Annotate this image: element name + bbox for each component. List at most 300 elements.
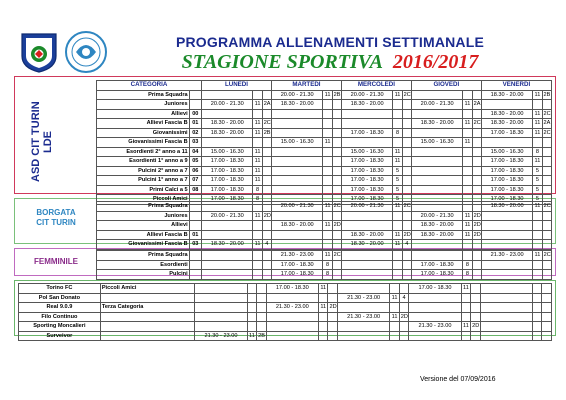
players-cell: 11 xyxy=(254,212,261,219)
field-cell xyxy=(542,240,551,250)
players-cell: 11 xyxy=(394,231,401,238)
players-cell xyxy=(253,90,262,100)
time-cell xyxy=(266,293,318,303)
players-cell xyxy=(533,312,542,322)
players-cell: 5 xyxy=(533,166,542,176)
time-cell xyxy=(480,331,532,341)
players-cell xyxy=(253,202,262,212)
time-cell: 17.00 - 18.30 xyxy=(341,166,392,176)
time-cell xyxy=(481,260,532,270)
time-cell: 15.00 - 16.30 xyxy=(271,138,322,148)
time-cell xyxy=(195,322,247,332)
time-cell xyxy=(201,251,252,261)
time-cell xyxy=(337,322,389,332)
field-cell xyxy=(328,322,337,332)
field-cell xyxy=(332,128,341,138)
category-cell xyxy=(100,293,194,303)
time-cell xyxy=(411,166,462,176)
category-number: 00 xyxy=(189,109,201,119)
time-cell: 18.30 - 20.00 xyxy=(481,202,532,212)
field-cell xyxy=(332,109,341,119)
category-cell xyxy=(100,322,194,332)
table-row xyxy=(97,202,552,212)
time-cell: 21.30 - 23.00 xyxy=(271,251,322,261)
field-cell: 2D xyxy=(263,212,271,219)
players-cell: 11 xyxy=(391,294,398,301)
season-title xyxy=(130,51,530,74)
category-cell: Esordienti xyxy=(97,260,190,270)
time-cell xyxy=(481,221,532,231)
time-cell: 20.00 - 21.30 xyxy=(341,202,392,212)
schedule-table-femminile xyxy=(96,250,552,280)
players-cell: 5 xyxy=(393,195,402,205)
category-cell: Prima Squadra xyxy=(97,202,190,212)
time-cell xyxy=(271,109,322,119)
players-cell xyxy=(463,157,472,167)
field-cell xyxy=(257,322,266,332)
time-cell: 18.30 - 20.00 xyxy=(271,100,322,110)
time-cell: 17.00 - 18.30 xyxy=(481,185,532,195)
players-cell xyxy=(533,322,542,332)
time-cell xyxy=(201,221,252,231)
players-cell xyxy=(461,331,470,341)
section-label-borgata-line1: BORGATA xyxy=(36,208,76,217)
field-cell: 4 xyxy=(399,293,408,303)
field-cell xyxy=(399,331,408,341)
players-cell xyxy=(463,202,472,212)
players-cell: 8 xyxy=(393,128,402,138)
table-row xyxy=(97,109,552,119)
time-cell: 17.00 - 18.30 xyxy=(481,195,532,205)
players-cell: 8 xyxy=(253,195,262,205)
season-label: STAGIONE SPORTIVA xyxy=(181,51,382,73)
time-cell xyxy=(341,251,392,261)
category-number: 08 xyxy=(189,185,201,195)
category-number: 01 xyxy=(189,230,201,240)
time-cell: 17.00 - 18.30 xyxy=(341,185,392,195)
field-cell: 2B xyxy=(258,332,265,339)
field-cell: 2C xyxy=(403,203,411,210)
field-cell xyxy=(262,157,271,167)
players-cell: 11 xyxy=(320,285,327,292)
logo-asd-cit-turin xyxy=(18,30,60,74)
players-cell xyxy=(393,100,402,110)
time-cell: 18.30 - 20.00 xyxy=(201,128,252,138)
category-number: 02 xyxy=(189,128,201,138)
time-cell xyxy=(195,284,247,294)
players-cell xyxy=(533,331,542,341)
field-cell xyxy=(262,166,271,176)
players-cell xyxy=(247,303,256,313)
field-cell xyxy=(402,157,411,167)
players-cell: 5 xyxy=(533,195,542,205)
field-cell: 2D xyxy=(329,304,337,311)
category-cell: Esordienti 1° anno a 9 xyxy=(97,157,190,167)
time-cell: 21.30 - 23.00 xyxy=(481,251,532,261)
time-cell: 18.30 - 20.00 xyxy=(271,221,322,231)
players-cell xyxy=(463,166,472,176)
category-cell: Allievi xyxy=(97,221,190,231)
players-cell xyxy=(319,331,328,341)
players-cell xyxy=(390,331,399,341)
players-cell: 11 xyxy=(534,129,541,136)
time-cell: 17.00 - 18.30 xyxy=(201,176,252,186)
field-cell xyxy=(262,147,271,157)
players-cell: 11 xyxy=(394,203,401,210)
time-cell: 18.30 - 20.00 xyxy=(341,100,392,110)
players-cell: 11 xyxy=(391,313,398,320)
table-row xyxy=(97,211,552,221)
players-cell xyxy=(253,260,262,270)
time-cell: 21.30 - 23.00 xyxy=(266,303,318,313)
team-cell: Torino FC xyxy=(19,284,101,294)
field-cell xyxy=(542,185,551,195)
field-cell: 2C xyxy=(543,203,551,210)
field-cell: 2D xyxy=(473,222,481,229)
table-row xyxy=(19,293,552,303)
field-cell xyxy=(332,138,341,148)
time-cell: 15.00 - 16.30 xyxy=(481,147,532,157)
category-number: 03 xyxy=(189,240,201,250)
players-cell: 11 xyxy=(463,323,469,330)
time-cell xyxy=(480,303,532,313)
players-cell xyxy=(463,109,472,119)
field-cell xyxy=(472,251,481,261)
players-cell xyxy=(323,147,332,157)
field-cell xyxy=(262,176,271,186)
time-cell xyxy=(411,185,462,195)
time-cell xyxy=(481,230,532,240)
time-cell: 17.00 - 18.30 xyxy=(201,166,252,176)
players-cell: 11 xyxy=(254,120,261,127)
time-cell: 17.00 - 18.30 xyxy=(201,157,252,167)
field-cell xyxy=(471,331,480,341)
players-cell xyxy=(393,260,402,270)
players-cell: 5 xyxy=(533,176,542,186)
time-cell xyxy=(411,90,462,100)
players-cell: 5 xyxy=(393,176,402,186)
field-cell xyxy=(472,166,481,176)
players-cell: 11 xyxy=(464,222,471,229)
players-cell: 11 xyxy=(254,167,261,174)
players-cell: 11 xyxy=(534,158,541,165)
players-cell: 11 xyxy=(464,139,471,146)
players-cell xyxy=(323,185,332,195)
category-number xyxy=(189,270,201,280)
time-cell: 21.30 - 23.00 xyxy=(337,312,389,322)
players-cell: 11 xyxy=(254,148,261,155)
time-cell: 17.00 - 18.30 xyxy=(481,176,532,186)
field-cell xyxy=(332,230,341,240)
field-cell xyxy=(472,240,481,250)
category-cell: Esordienti 2° anno a 11 xyxy=(97,147,190,157)
table-row xyxy=(97,147,552,157)
players-cell xyxy=(323,176,332,186)
time-cell xyxy=(337,331,389,341)
field-cell xyxy=(257,303,266,313)
category-number: 05 xyxy=(189,157,201,167)
time-cell: 20.00 - 21.30 xyxy=(411,100,462,110)
field-cell xyxy=(472,202,481,212)
field-cell xyxy=(542,303,552,313)
category-cell: Allievi Fascia B xyxy=(97,230,190,240)
field-cell xyxy=(542,312,552,322)
time-cell: 17.00 - 18.30 xyxy=(341,128,392,138)
players-cell xyxy=(393,109,402,119)
field-cell xyxy=(399,322,408,332)
category-cell xyxy=(100,312,194,322)
time-cell xyxy=(201,202,252,212)
field-cell xyxy=(262,251,271,261)
time-cell: 17.00 - 18.30 xyxy=(411,260,462,270)
time-cell: 17.00 - 18.30 xyxy=(271,270,322,280)
field-cell xyxy=(402,138,411,148)
players-cell: 11 xyxy=(464,120,471,127)
table-row xyxy=(97,157,552,167)
field-cell: 2C xyxy=(403,91,411,98)
field-cell xyxy=(402,221,411,231)
category-number xyxy=(189,202,201,212)
players-cell xyxy=(253,230,262,240)
players-cell: 8 xyxy=(463,260,472,270)
field-cell xyxy=(262,185,271,195)
players-cell xyxy=(393,138,402,148)
time-cell: 18.30 - 20.00 xyxy=(201,240,252,250)
players-cell: 11 xyxy=(394,241,401,248)
time-cell xyxy=(271,119,322,129)
players-cell xyxy=(463,90,472,100)
field-cell xyxy=(262,270,271,280)
players-cell xyxy=(461,293,470,303)
category-number xyxy=(189,221,201,231)
season-year: 2016/2017 xyxy=(392,51,479,73)
category-number: 07 xyxy=(189,176,201,186)
category-cell: Piccoli Amici xyxy=(97,195,190,205)
time-cell xyxy=(337,303,389,313)
field-cell xyxy=(472,138,481,148)
time-cell: 18.30 - 20.00 xyxy=(411,221,462,231)
page-title: PROGRAMMA ALLENAMENTI SETTIMANALE xyxy=(175,34,485,50)
category-cell: Giovanissimi Fascia B xyxy=(97,138,190,148)
players-cell: 11 xyxy=(534,203,541,210)
time-cell: 21.30 - 23.00 xyxy=(337,293,389,303)
category-cell: Primi Calci a 5 xyxy=(97,185,190,195)
field-cell xyxy=(332,119,341,129)
players-cell xyxy=(463,240,472,250)
time-cell: 18.30 - 20.00 xyxy=(411,119,462,129)
field-cell: 2D xyxy=(472,323,480,330)
players-cell xyxy=(323,211,332,221)
players-cell xyxy=(323,166,332,176)
players-cell: 8 xyxy=(323,260,332,270)
time-cell: 20.00 - 21.30 xyxy=(201,100,252,110)
time-cell xyxy=(266,322,318,332)
field-cell xyxy=(542,157,551,167)
players-cell: 11 xyxy=(249,332,255,339)
field-cell xyxy=(471,312,480,322)
time-cell xyxy=(201,90,252,100)
table-row xyxy=(97,185,552,195)
time-cell xyxy=(201,138,252,148)
field-cell xyxy=(332,185,341,195)
players-cell xyxy=(533,211,542,221)
team-cell: Surveivor xyxy=(19,331,101,341)
players-cell xyxy=(463,251,472,261)
field-cell xyxy=(399,303,408,313)
time-cell xyxy=(341,119,392,129)
players-cell: 11 xyxy=(534,252,541,259)
category-cell: Juniores xyxy=(97,211,190,221)
time-cell xyxy=(480,312,532,322)
field-cell: 2C xyxy=(543,110,551,117)
field-cell xyxy=(257,293,266,303)
category-cell: Piccoli Amici xyxy=(100,284,194,294)
category-cell xyxy=(100,331,194,341)
time-cell xyxy=(341,260,392,270)
time-cell: 17.00 - 18.30 xyxy=(409,284,461,294)
time-cell xyxy=(271,230,322,240)
time-cell xyxy=(409,293,461,303)
table-row xyxy=(19,284,552,294)
players-cell xyxy=(323,157,332,167)
team-cell: Sporting Moncalieri xyxy=(19,322,101,332)
players-cell xyxy=(247,284,256,294)
players-cell xyxy=(533,100,542,110)
field-cell: 2D xyxy=(403,231,411,238)
field-cell xyxy=(472,147,481,157)
players-cell xyxy=(461,312,470,322)
table-header-row xyxy=(97,81,552,91)
field-cell xyxy=(402,251,411,261)
time-cell xyxy=(271,147,322,157)
field-cell xyxy=(328,293,337,303)
table-row xyxy=(19,312,552,322)
field-cell xyxy=(402,166,411,176)
field-cell xyxy=(262,138,271,148)
players-cell xyxy=(463,128,472,138)
players-cell xyxy=(393,211,402,221)
time-cell xyxy=(271,157,322,167)
players-cell xyxy=(393,251,402,261)
field-cell xyxy=(542,147,551,157)
players-cell xyxy=(533,270,542,280)
time-cell xyxy=(341,221,392,231)
field-cell xyxy=(471,284,480,294)
schedule-table-guests xyxy=(18,283,552,341)
field-cell xyxy=(332,157,341,167)
players-cell xyxy=(463,185,472,195)
category-number: 06 xyxy=(189,166,201,176)
time-cell: 21.30 - 23.00 xyxy=(195,331,247,341)
players-cell: 11 xyxy=(254,158,261,165)
players-cell xyxy=(253,109,262,119)
players-cell: 8 xyxy=(533,147,542,157)
players-cell xyxy=(533,284,542,294)
field-cell xyxy=(472,185,481,195)
time-cell xyxy=(201,230,252,240)
header-day: MARTEDI xyxy=(271,81,341,91)
players-cell: 11 xyxy=(394,91,401,98)
category-cell: Terza Categoria xyxy=(100,303,194,313)
time-cell: 18.30 - 20.00 xyxy=(481,109,532,119)
players-cell: 11 xyxy=(464,231,471,238)
time-cell xyxy=(411,176,462,186)
time-cell xyxy=(271,176,322,186)
players-cell: 11 xyxy=(320,304,327,311)
field-cell xyxy=(332,176,341,186)
time-cell: 17.00 - 18.30 xyxy=(271,260,322,270)
players-cell xyxy=(393,119,402,129)
time-cell: 21.30 - 23.00 xyxy=(409,322,461,332)
field-cell xyxy=(402,147,411,157)
field-cell xyxy=(542,211,551,221)
table-row xyxy=(97,251,552,261)
field-cell: 2B xyxy=(333,91,341,98)
time-cell xyxy=(266,331,318,341)
players-cell xyxy=(323,119,332,129)
category-number xyxy=(189,90,201,100)
players-cell xyxy=(319,312,328,322)
time-cell xyxy=(201,109,252,119)
field-cell: 2B xyxy=(543,91,551,98)
field-cell xyxy=(542,284,552,294)
category-number xyxy=(189,260,201,270)
players-cell xyxy=(323,109,332,119)
players-cell: 11 xyxy=(254,101,261,108)
table-row xyxy=(97,90,552,100)
section-label-borgata xyxy=(16,208,96,228)
field-cell xyxy=(472,260,481,270)
header-day: LUNEDI xyxy=(201,81,271,91)
players-cell xyxy=(393,221,402,231)
field-cell xyxy=(399,284,408,294)
players-cell xyxy=(247,312,256,322)
field-cell xyxy=(332,147,341,157)
time-cell xyxy=(337,284,389,294)
field-cell: 2A xyxy=(263,101,271,108)
category-cell: Pulcini 1° anno a 7 xyxy=(97,176,190,186)
field-cell: 2C xyxy=(333,252,341,259)
table-row xyxy=(97,230,552,240)
field-cell xyxy=(402,260,411,270)
players-cell: 5 xyxy=(393,185,402,195)
field-cell xyxy=(542,322,552,332)
category-number: 04 xyxy=(189,147,201,157)
time-cell xyxy=(411,202,462,212)
field-cell xyxy=(328,331,337,341)
category-cell: Giovanissimi xyxy=(97,128,190,138)
field-cell xyxy=(542,138,551,148)
time-cell xyxy=(411,157,462,167)
field-cell xyxy=(402,176,411,186)
field-cell: 4 xyxy=(262,240,271,250)
players-cell xyxy=(390,322,399,332)
players-cell xyxy=(390,303,399,313)
time-cell xyxy=(481,138,532,148)
time-cell: 20.00 - 21.30 xyxy=(271,90,322,100)
time-cell: 17.00 - 18.30 xyxy=(481,157,532,167)
time-cell xyxy=(481,270,532,280)
category-cell: Prima Squadra xyxy=(97,251,190,261)
section-label-borgata-line2: CIT TURIN xyxy=(36,218,76,227)
version-note: Versione del 07/09/2016 xyxy=(420,376,496,383)
field-cell xyxy=(332,166,341,176)
time-cell xyxy=(271,128,322,138)
field-cell xyxy=(542,176,551,186)
time-cell: 17.00 - 18.30 xyxy=(411,270,462,280)
category-cell: Allievi Fascia B xyxy=(97,119,190,129)
time-cell xyxy=(195,303,247,313)
